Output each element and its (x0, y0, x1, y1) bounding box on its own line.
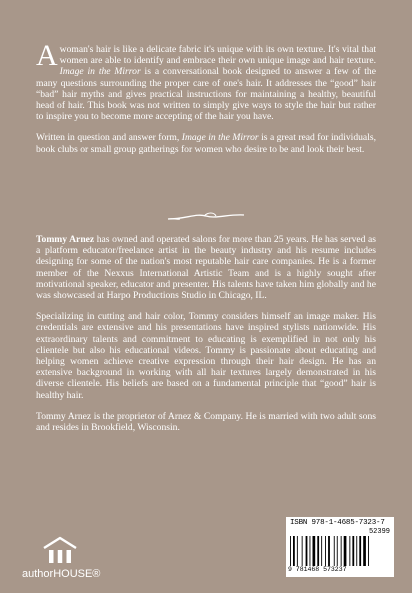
bio-paragraph-1: Tommy Arnez has owned and operated salons for more than 25 years. He has served as a platform educator/freelance artist in the beauty industry and his resume includes designing for some of the nation's most reputable hair care companies. He is a former member of the Nexxus International Artistic Team and is a highly sought after motivational speaker, educator and presenter. His talents have taken him globally and he was showcased at Harpo Productions Studio in Chicago, IL. (36, 234, 376, 302)
publisher-logo (22, 535, 112, 585)
publisher-name: authorHOUSE® (22, 568, 101, 580)
description-paragraph-2: Written in question and answer form, Image in the Mirror is a great read for individuals, book clubs or small group gatherings for women who desire to be and look their best. (36, 132, 376, 155)
house-icon (40, 535, 80, 565)
bio-paragraph-3: Tommy Arnez is the proprietor of Arnez & Company. He is married with two adult sons and resides in Brookfield, Wisconsin. (36, 410, 376, 434)
ornamental-divider-icon (0, 210, 412, 224)
book-description (36, 39, 376, 165)
bio-paragraph-2: Specializing in cutting and hair color, Tommy considers himself an image maker. His credentials are extensive and his presentations have inspired stylists nationwide. His extraordinary talents and commitment to educating is exemplified in not only his clientele but also his educational videos. Tommy is passionate about educating and helping women achieve creative expression through their hair design. He has an extensive background in working with all hair textures largely demonstrated in his diverse clientele. His beliefs are based on a fundamental principle that “good” hair is healthy hair. (36, 311, 376, 401)
author-bio (36, 234, 376, 443)
price-code: 52399 (368, 528, 390, 536)
author-name: Tommy Arnez (36, 234, 95, 245)
isbn-number: ISBN 978-1-4685-7323-7 (290, 519, 385, 527)
barcode-bars (290, 536, 390, 566)
isbn-barcode (286, 517, 394, 577)
book-title: Image in the Mirror (181, 132, 259, 144)
drop-cap: A (36, 39, 58, 72)
barcode-digits: 9 781468 573237 (288, 566, 347, 573)
book-title: Image in the Mirror (59, 66, 141, 78)
description-paragraph-1: A woman's hair is like a delicate fabric it's unique with its own texture. It's vital that women are able to identify and embrace their own unique image and hair texture. Image in the Mirror is a conversational book designed to answer a few of the many questions surrounding the proper care of one's hair. It addresses the “good” hair “bad” hair myths and gives practical instructions for maintaining a healthy, beautiful head of hair. This book was not written to simply give ways to style the hair but rather to inspire you to become more accepting of the hair you have. (36, 39, 376, 123)
